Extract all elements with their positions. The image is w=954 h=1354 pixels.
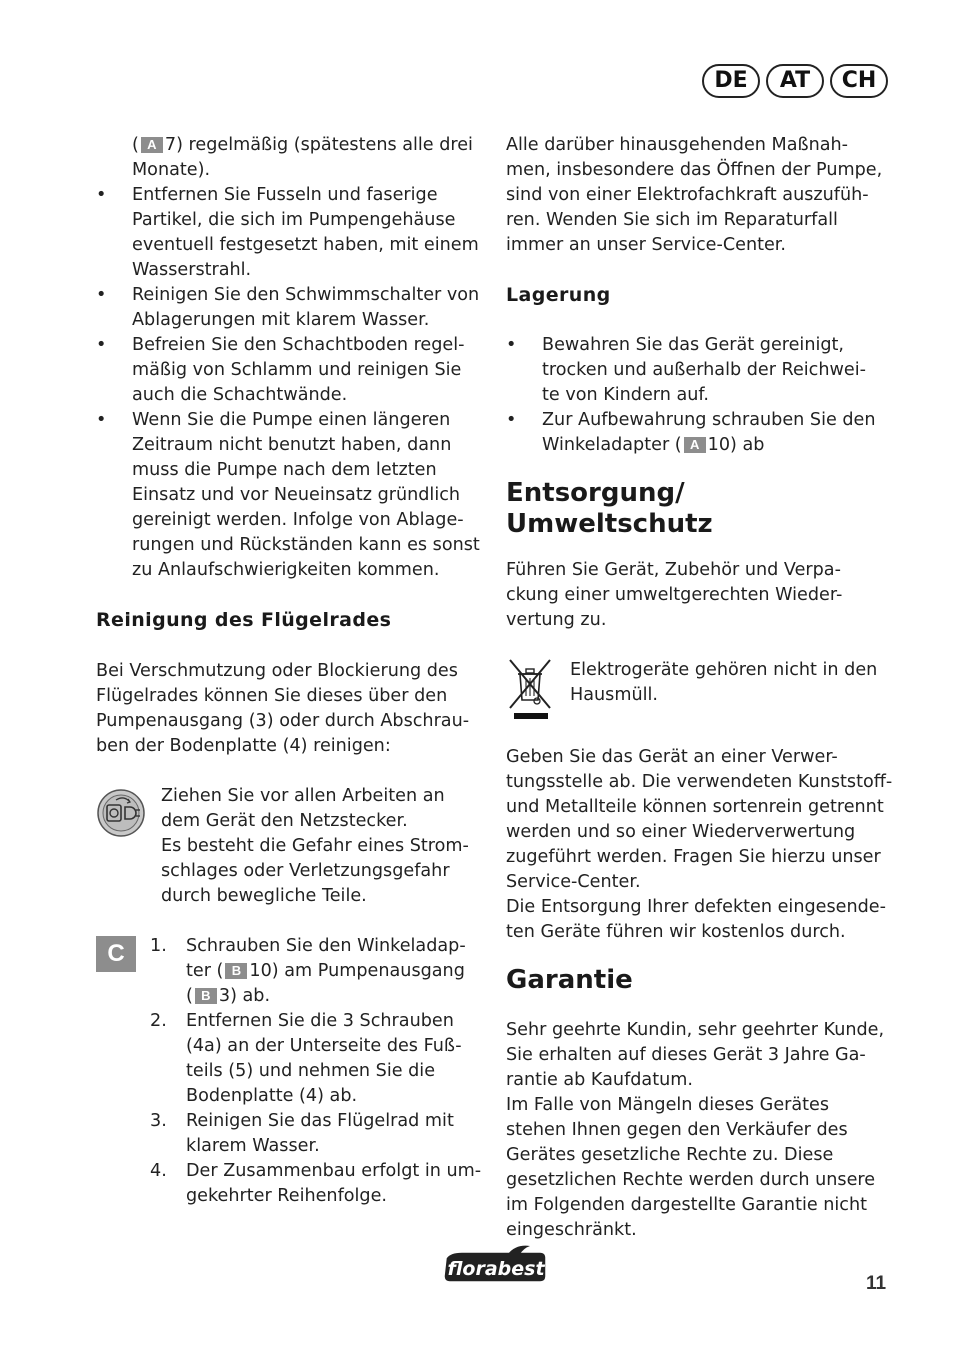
list-item: • Befreien Sie den Schachtboden regel- mäßig von Schlamm und reinigen Sie auch die Schachtwände. <box>96 335 465 405</box>
svg-text:florabest: florabest <box>447 1258 545 1280</box>
figure-b-badge: B <box>225 963 247 979</box>
figure-b-badge: B <box>195 988 217 1004</box>
lang-badge-de: DE <box>702 64 760 98</box>
unplug-warning: Ziehen Sie vor allen Arbeiten an dem Gerät den Netzstecker. Es besteht die Gefahr eines Strom- schlages oder Verletzungsgefahr durch bewegliche Teile. <box>96 784 488 909</box>
figure-a-badge: A <box>684 437 706 453</box>
list-item: • Bewahren Sie das Gerät gereinigt, trocken und außerhalb der Reichwei- te von Kindern auf. <box>506 335 866 405</box>
continued-text-line2: Monate). <box>132 160 211 180</box>
list-item: 2. Entfernen Sie die 3 Schrauben (4a) an der Unterseite des Fuß- teils (5) und nehmen Sie die Bodenplatte (4) ab. <box>150 1011 462 1106</box>
figure-a-badge: A <box>141 137 163 153</box>
storage-heading: Lagerung <box>506 284 611 306</box>
repair-paragraph: Alle darüber hinausgehenden Maßnah- men, insbesondere das Öffnen der Pumpe, sind von einer Elektrofachkraft auszufüh- ren. Wenden Sie sich im Reparaturfall immer an unser Service-Center. <box>506 135 883 255</box>
weee-notice: Elektrogeräte gehören nicht in den Hausmüll. <box>506 658 898 733</box>
florabest-logo <box>438 1244 552 1288</box>
figure-c-badge: C <box>96 936 136 972</box>
page-number: 11 <box>866 1273 887 1294</box>
list-item: 3. Reinigen Sie das Flügelrad mit klarem Wasser. <box>150 1111 454 1156</box>
disposal-heading: Entsorgung/ Umweltschutz <box>506 478 713 539</box>
right-column <box>506 133 898 1243</box>
left-column <box>96 133 488 1209</box>
list-item: 4. Der Zusammenbau erfolgt in um- gekehrter Reihenfolge. <box>150 1161 482 1206</box>
storage-bullet-list <box>506 333 898 458</box>
lang-badge-at: AT <box>766 64 824 98</box>
warranty-heading: Garantie <box>506 965 633 995</box>
list-item: • Reinigen Sie den Schwimmschalter von Ablagerungen mit klarem Wasser. <box>96 285 480 330</box>
crossed-bin-icon <box>506 656 556 726</box>
list-item: • Wenn Sie die Pumpe einen längeren Zeitraum nicht benutzt haben, dann muss die Pumpe nach dem letzten Einsatz und vor Neueinsatz gründlich gereinigt werden. Infolge von Ablage- rungen und Rückständen kann es sonst zu Anlaufschwierigkeiten kommen. <box>96 410 480 580</box>
cleaning-bullet-list <box>96 183 488 583</box>
list-item: 1. Schrauben Sie den Winkeladap- ter ( B 10) am Pumpenausgang ( B 3) ab. <box>150 936 466 1006</box>
list-item: • Entfernen Sie Fusseln und faserige Partikel, die sich im Pumpengehäuse eventuell festgesetzt haben, mit einem Wasserstrahl. <box>96 185 479 280</box>
lang-badge-ch: CH <box>830 64 888 98</box>
impeller-cleaning-heading: Reinigung des Flügelrades <box>96 609 392 631</box>
impeller-paragraph: Bei Verschmutzung oder Blockierung des Flügelrades können Sie dieses über den Pumpenausgang (3) oder durch Abschrau- ben der Bodenplatte (4) reinigen: <box>96 661 470 756</box>
list-item: • Zur Aufbewahrung schrauben Sie den Winkeladapter ( A 10) ab <box>506 410 876 455</box>
disposal-paragraph-2: Geben Sie das Gerät an einer Verwer- tungsstelle ab. Die verwendeten Kunststoff- und Metallteile können sortenrein getrennt werden und so einer Wiederverwertung zugeführt werden. Fragen Sie hierzu unser Service-Center. Die Entsorgung Ihrer defekten eingesende- ten Geräte führen wir kostenlos durch. <box>506 747 893 942</box>
assembly-steps <box>96 934 488 1209</box>
warranty-paragraph: Sehr geehrte Kundin, sehr geehrter Kunde, Sie erhalten auf dieses Gerät 3 Jahre Ga- rantie ab Kaufdatum. Im Falle von Mängeln dieses Gerätes stehen Ihnen gegen den Verkäufer des Gerätes gesetzliche Rechte zu. Diese gesetzlichen Rechte werden durch unsere im Folgenden dargestellte Garantie nicht eingeschränkt. <box>506 1020 885 1240</box>
disposal-paragraph: Führen Sie Gerät, Zubehör und Verpa- ckung einer umweltgerechten Wieder- vertung zu. <box>506 560 843 630</box>
continued-text: ( A 7) regelmäßig (spätestens alle drei <box>132 135 473 155</box>
unplug-icon <box>96 788 146 838</box>
